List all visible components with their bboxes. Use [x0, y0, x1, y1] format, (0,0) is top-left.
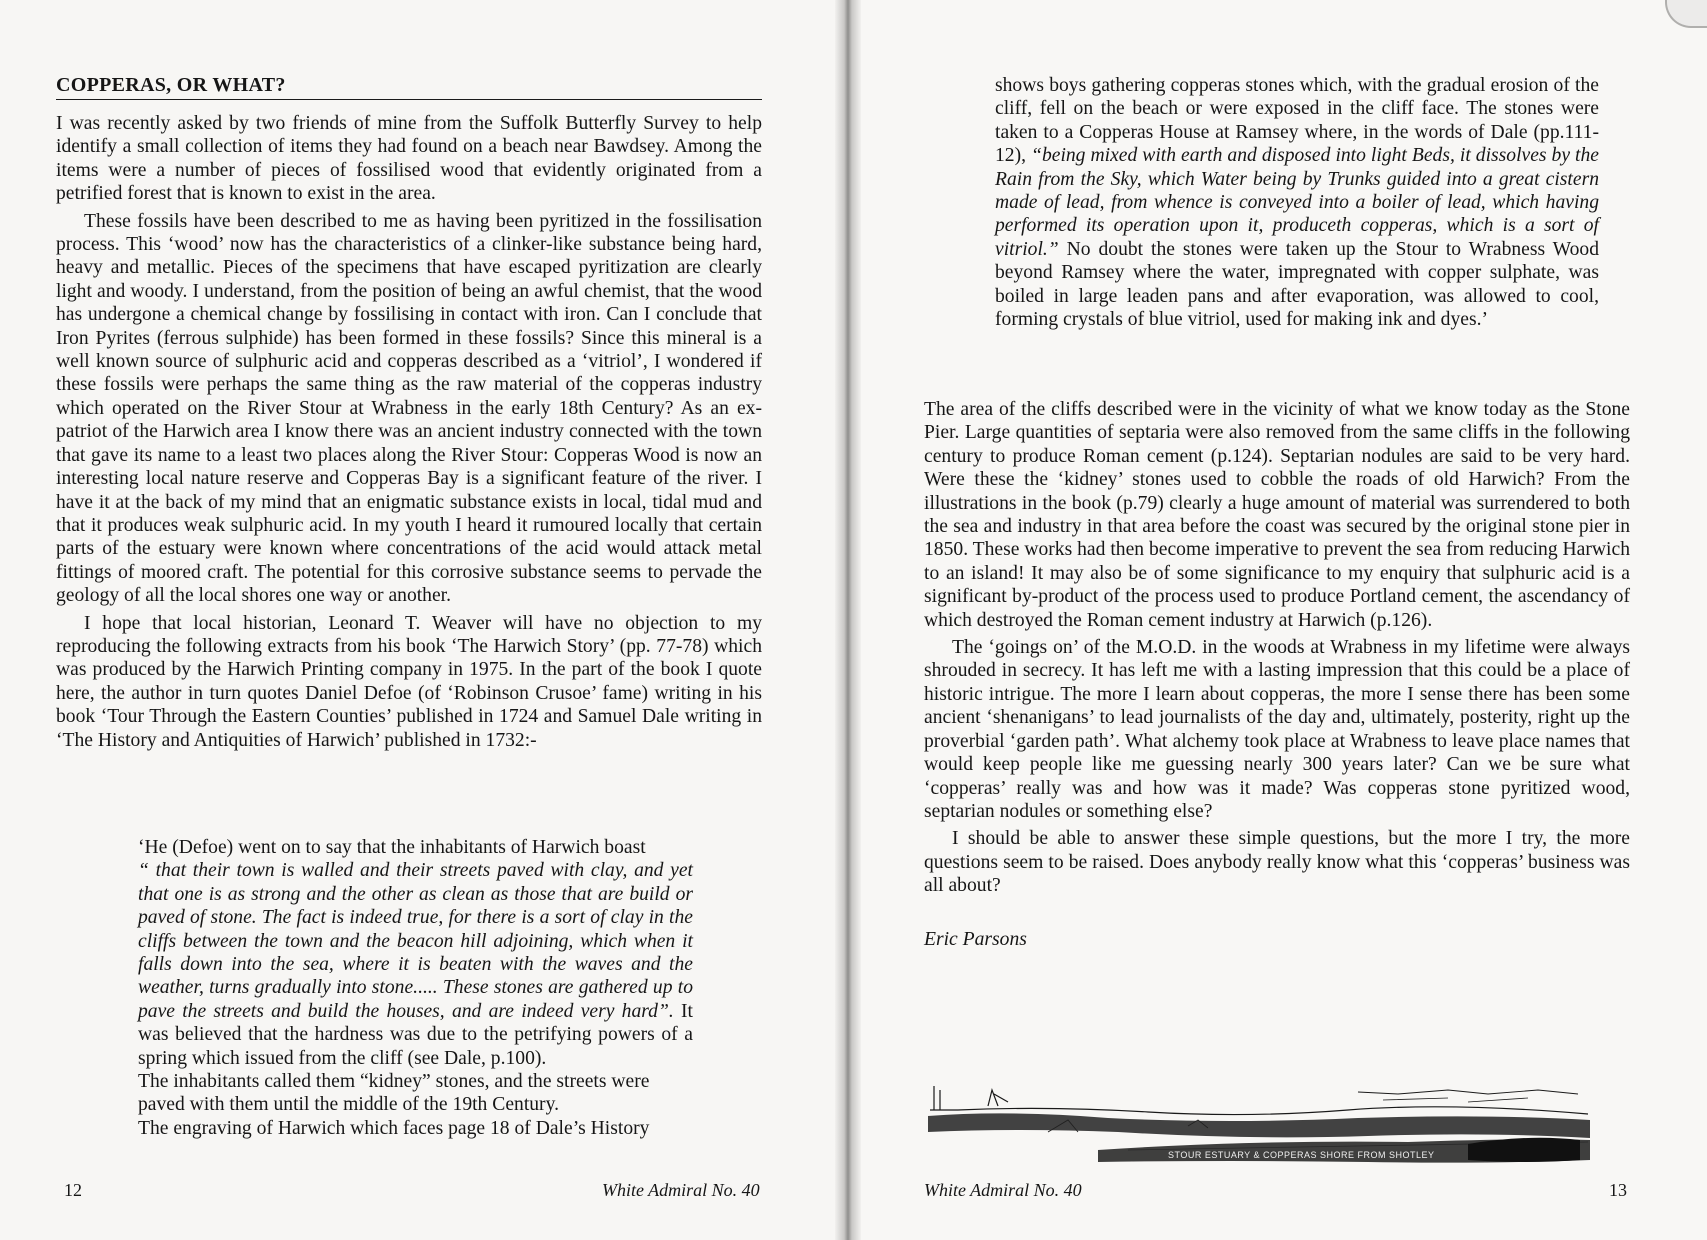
page-corner-curl: [1665, 0, 1707, 28]
left-page: [0, 0, 845, 1240]
quote-plain: shows boys gathering copperas stones which, with the gradual erosion of the cliff, fell on the beach or were exposed in the cliff face. The stones were taken to a Copperas House at Ramsey where, in the words of Dale (pp.111-12),: [995, 75, 1599, 167]
paragraph-2: These fossils have been described to me as having been pyritized in the fossilisation process. This ‘wood’ now has the characteristics of a clinker-like substance being hard, heavy and metallic. Pieces of the specimens that have escaped pyritization are clearly light and woody. I understand, from the position of being an awful chemist, that the wood has undergone a chemical change by fossilising in contact with iron. Can I conclude that Iron Pyrites (ferrous sulphide) has been formed in these fossils? Since this mineral is a well known source of sulphuric acid and copperas described as a ‘vitriol’, I wondered if these fossils were perhaps the same thing as the raw material of the copperas industry which operated on the River Stour at Wrabness in the early 18th Century? As an ex-patriot of the Harwich area I know there was an ancient industry connected with the town that gave its name to a least two places along the River Stour: Copperas Wood is now an interesting local nature reserve and Copperas Bay is a significant feature of the river. I have it at the back of my mind that an enigmatic substance exists in local, tidal mud and that it produces weak sulphuric acid. In my youth I heard it rumoured locally that certain parts of the estuary were known where concentrations of the acid would attack metal fittings of moored craft. The potential for this corrosive substance seems to pervade the geology of all the local shores one way or another.: [56, 210, 762, 607]
quote-continuation: [995, 74, 1599, 331]
right-body-text: [924, 398, 1630, 898]
dale-quote: “being mixed with earth and disposed into light Beds, it dissolves by the Rain from the Sky, which Water being by Trunks guided into a great cistern made of lead, from whence is conveyed into a boiler of lead, which having performed its operation upon it, produceth copperas, which is a sort of vitriol.”: [995, 145, 1599, 260]
left-body-text: [56, 112, 762, 752]
paragraph-5: The ‘goings on’ of the M.O.D. in the woods at Wrabness in my lifetime were always shrouded in secrecy. It has left me with a lasting impression that this could be a place of historic intrigue. The more I learn about copperas, the more I sense there has been some ancient ‘shenanigans’ to lead journalists of the day and, ultimately, posterity, right up the proverbial ‘garden path’. What alchemy took place at Wrabness to leave place names that would keep people like me guessing nearly 300 years later? Can we be sure what ‘copperas’ really was and how was it made? Was copperas stone pyritized wood, septarian nodules or something else?: [924, 637, 1630, 822]
book-gutter: [835, 0, 861, 1240]
quote-block: [138, 859, 693, 1070]
paragraph-3: I hope that local historian, Leonard T. Weaver will have no objection to my reproducing the following extracts from his book ‘The Harwich Story’ (pp. 77-78) which was produced by the Harwich Printing company in 1975. In the part of the book I quote here, the author in turn quotes Daniel Defoe (of ‘Robinson Crusoe’ fame) writing in his book ‘Tour Through the Eastern Counties’ published in 1724 and Samuel Dale writing in ‘The History and Antiquities of Harwich’ published in 1732:-: [56, 612, 762, 751]
author-signature: Eric Parsons: [924, 929, 1027, 950]
quote-tail: It was believed that the hardness was due to the petrifying powers of a spring which issued from the cliff (see Dale, p.100).: [138, 1000, 694, 1069]
page-number-right: 13: [1609, 1180, 1627, 1200]
quoted-extract-left: [138, 836, 693, 1140]
quote-line-3: The engraving of Harwich which faces page 18 of Dale’s History: [138, 1117, 650, 1139]
article-title: COPPERAS, OR WHAT?: [56, 74, 762, 100]
paragraph-1: I was recently asked by two friends of mine from the Suffolk Butterfly Survey to help identify a small collection of items they had found on a beach near Bawdsey. Among the items were a number of pieces of fossilised wood that evidently originated from a petrified forest that is known to exist in the area.: [56, 113, 762, 205]
quoted-extract-right: [995, 74, 1599, 331]
estuary-sketch-illustration: [928, 1080, 1590, 1166]
engraving-caption: STOUR ESTUARY & COPPERAS SHORE FROM SHOTLEY: [1168, 1150, 1435, 1160]
paragraph-4: The area of the cliffs described were in the vicinity of what we know today as the Stone Pier. Large quantities of septaria were also removed from the same cliffs in the following century to produce Roman cement (p.124). Septarian nodules are said to be very hard. Were these the ‘kidney’ stones used to cobble the roads of old Harwich? From the illustrations in the book (p.79) clearly a huge amount of material was surrendered to both the sea and industry in that area before the coast was secured by the original stone pier in 1850. These works had then become imperative to prevent the sea from reducing Harwich to an island! It may also be of some significance to my enquiry that sulphuric acid is a significant by-product of the process used to produce Portland cement, the ascendancy of which destroyed the Roman cement industry at Harwich (p.126).: [924, 399, 1630, 631]
running-footer-right: White Admiral No. 40: [924, 1180, 1082, 1200]
quote-lead: ‘He (Defoe) went on to say that the inhabitants of Harwich boast: [138, 837, 646, 858]
defoe-quote: “ that their town is walled and their streets paved with clay, and yet that one is as strong and the other as clean as those that are build or paved of stone. The fact is indeed true, for there is a sort of clay in the cliffs between the town and the beacon hill adjoining, which when it falls down into the sea, where it is beaten with the waves and the weather, turns gradually into stone..... These stones are gathered up to pave the streets and build the houses, and are indeed very hard”.: [138, 860, 693, 1022]
quote-tail-right: No doubt the stones were taken up the Stour to Wrabness Wood beyond Ramsey where the water, impregnated with copper sulphate, was boiled in large leaden pans and after evaporation, was allowed to cool, forming crystals of blue vitriol, used for making ink and dyes.’: [995, 238, 1599, 331]
quote-line-2: The inhabitants called them “kidney” stones, and the streets were paved with them until the middle of the 19th Century.: [138, 1071, 650, 1116]
paragraph-6: I should be able to answer these simple questions, but the more I try, the more questions seem to be raised. Does anybody really know what this ‘copperas’ business was all about?: [924, 828, 1630, 897]
page-number-left: 12: [64, 1180, 82, 1200]
running-footer-left: White Admiral No. 40: [602, 1180, 760, 1200]
